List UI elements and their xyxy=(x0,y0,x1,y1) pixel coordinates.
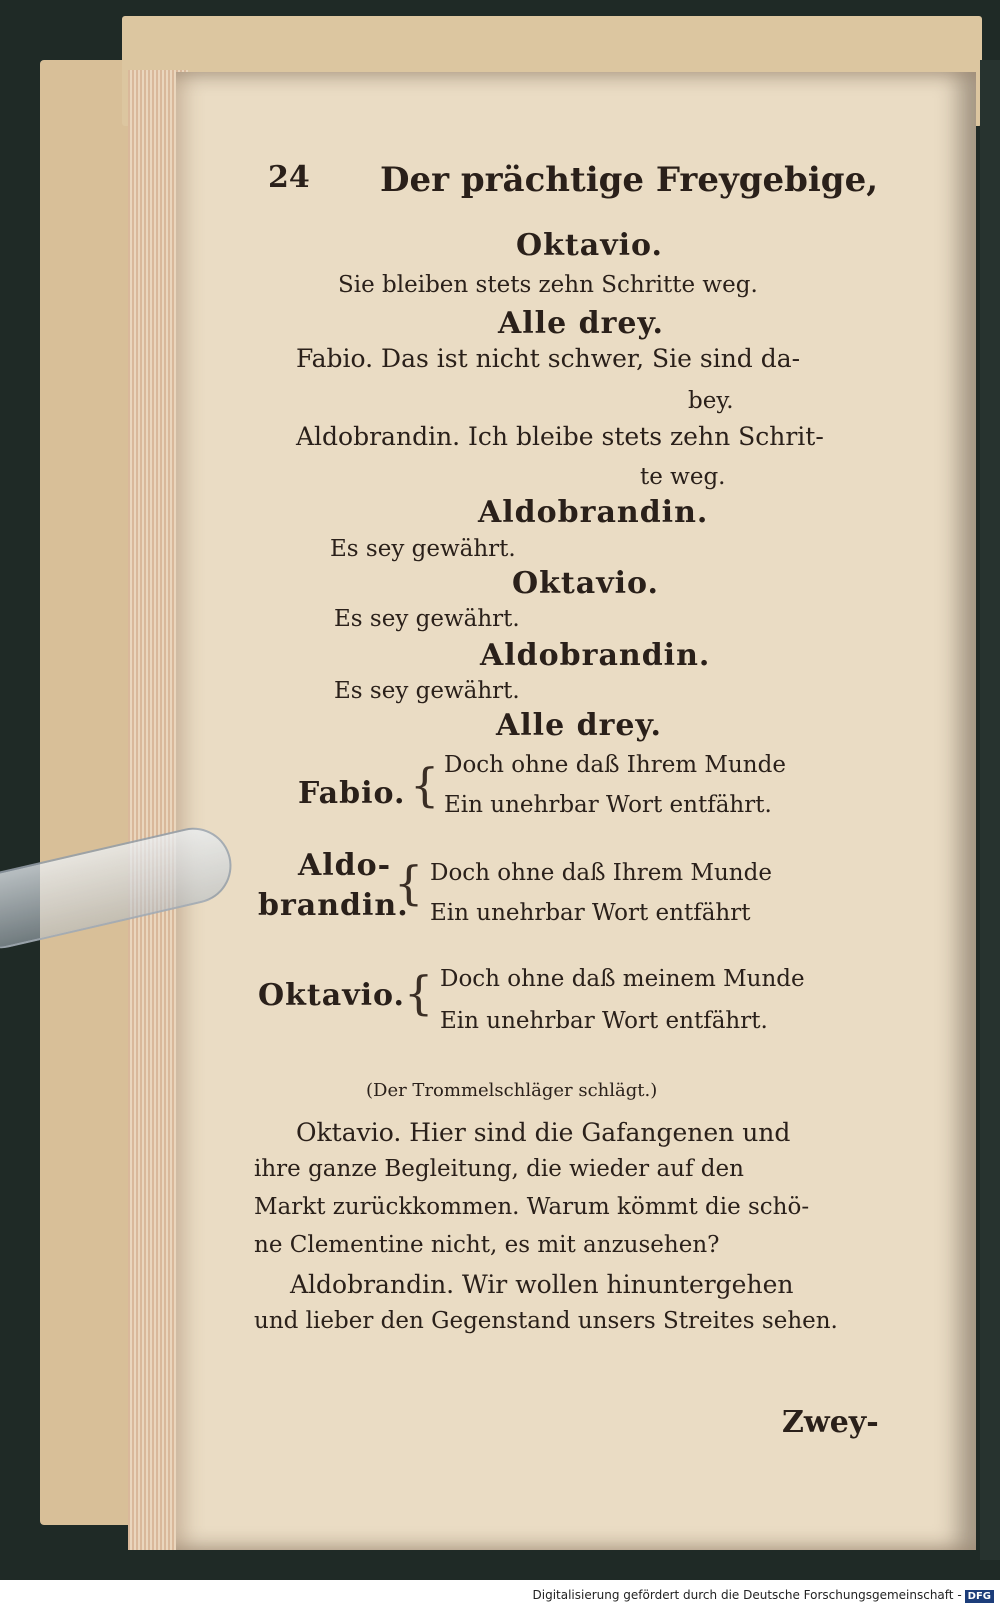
speaker-heading: Oktavio. xyxy=(512,566,659,601)
prose-line: ne Clementine nicht, es mit anzusehen? xyxy=(254,1232,720,1258)
dialogue-line: Sie bleiben stets zehn Schritte weg. xyxy=(338,272,758,298)
prose-line: ihre ganze Begleitung, die wieder auf den xyxy=(254,1156,744,1182)
footer-credit xyxy=(533,1588,995,1603)
trio-line: Ein unehrbar Wort entfährt. xyxy=(440,1008,768,1034)
brace: { xyxy=(404,966,434,1020)
scan-background-right xyxy=(980,60,1000,1560)
trio-line: Ein unehrbar Wort entfährt. xyxy=(444,792,772,818)
catchword: Zwey- xyxy=(782,1405,879,1440)
trio-line: Doch ohne daß Ihrem Munde xyxy=(430,860,772,886)
dialogue-line: Fabio. Das ist nicht schwer, Sie sind da- xyxy=(296,344,801,373)
trio-speaker: Aldo- xyxy=(298,848,392,883)
trio-line: Doch ohne daß Ihrem Munde xyxy=(444,752,786,778)
prose-line: Aldobrandin. Wir wollen hinuntergehen xyxy=(290,1270,794,1299)
prose-line: Oktavio. Hier sind die Gafangenen und xyxy=(296,1118,791,1147)
trio-line: Doch ohne daß meinem Munde xyxy=(440,966,805,992)
stage-direction: (Der Trommelschläger schlägt.) xyxy=(366,1080,658,1101)
trio-speaker: brandin. xyxy=(258,888,409,923)
prose-line: Markt zurückkommen. Warum kömmt die schö- xyxy=(254,1194,810,1220)
speaker-heading: Oktavio. xyxy=(516,228,663,263)
trio-line: Ein unehrbar Wort entfährt xyxy=(430,900,751,926)
page-number: 24 xyxy=(268,160,310,195)
dialogue-line: Es sey gewährt. xyxy=(334,606,520,632)
speaker-heading: Alle drey. xyxy=(498,306,664,341)
dialogue-line: Es sey gewährt. xyxy=(334,678,520,704)
speaker-heading: Aldobrandin. xyxy=(480,638,711,673)
prose-line: und lieber den Gegenstand unsers Streites sehen. xyxy=(254,1308,838,1334)
footer-credit-text: Digitalisierung gefördert durch die Deutsche Forschungsgemeinschaft - xyxy=(532,1588,962,1602)
dfg-logo: DFG xyxy=(965,1590,994,1603)
dialogue-line-continuation: te weg. xyxy=(640,464,726,490)
trio-speaker: Oktavio. xyxy=(258,978,405,1013)
trio-speaker: Fabio. xyxy=(298,776,406,811)
brace: { xyxy=(394,856,424,910)
dialogue-line-continuation: bey. xyxy=(688,388,734,414)
brace: { xyxy=(410,758,440,812)
speaker-heading: Alle drey. xyxy=(496,708,662,743)
running-head: Der prächtige Freygebige, xyxy=(380,160,879,200)
speaker-heading: Aldobrandin. xyxy=(478,495,709,530)
dialogue-line: Es sey gewährt. xyxy=(330,536,516,562)
dialogue-line: Aldobrandin. Ich bleibe stets zehn Schrit- xyxy=(296,422,824,451)
